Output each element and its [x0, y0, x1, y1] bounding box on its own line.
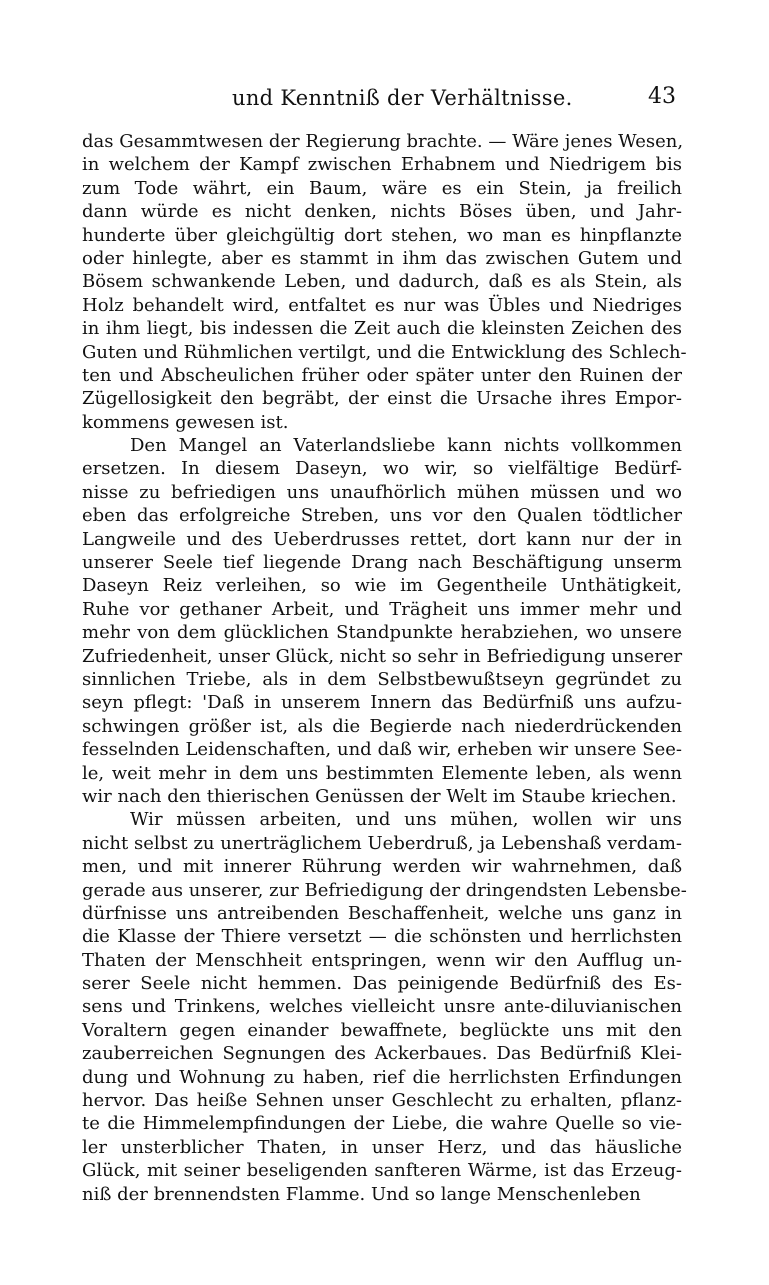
- text-line: Glück, mit seiner beseligenden sanfteren Wärme, ist das Erzeug-: [82, 1160, 682, 1182]
- text-line: unserer Seele tief liegende Drang nach Beschäftigung unserm: [82, 552, 682, 574]
- text-line: die Klasse der Thiere versetzt — die schönsten und herrlichsten: [82, 926, 682, 948]
- text-line: schwingen größer ist, als die Begierde nach niederdrückenden: [82, 715, 682, 737]
- text-line: in welchem der Kampf zwischen Erhabnem und Niedrigem bis: [82, 154, 682, 176]
- text-line: le, weit mehr in dem uns bestimmten Elemente leben, als wenn: [82, 762, 682, 784]
- text-line: dung und Wohnung zu haben, rief die herrlichsten Erfindungen: [82, 1066, 682, 1088]
- text-line: Bösem schwankende Leben, und dadurch, daß es als Stein, als: [82, 271, 682, 293]
- text-line: Langweile und des Ueberdrusses rettet, dort kann nur der in: [82, 528, 682, 550]
- text-line: Holz behandelt wird, entfaltet es nur was Übles und Niedriges: [82, 294, 682, 316]
- text-line: dann würde es nicht denken, nichts Böses üben, und Jahr-: [82, 201, 682, 223]
- body-text: [82, 130, 687, 1206]
- text-line: eben das erfolgreiche Streben, uns vor den Qualen tödtlicher: [82, 505, 682, 527]
- text-line: ler unsterblicher Thaten, in unser Herz, und das häusliche: [82, 1136, 682, 1158]
- text-line: niß der brennendsten Flamme. Und so lange Menschenleben: [82, 1183, 641, 1205]
- text-line: zauberreichen Segnungen des Ackerbaues. Das Bedürfniß Klei-: [82, 1043, 682, 1065]
- text-line: Guten und Rühmlichen vertilgt, und die Entwicklung des Schlech-: [82, 341, 687, 363]
- text-line: nicht selbst zu unerträglichem Ueberdruß, ja Lebenshaß verdam-: [82, 832, 682, 854]
- paragraph-2: [82, 434, 682, 808]
- text-line: Zufriedenheit, unser Glück, nicht so sehr in Befriedigung unserer: [82, 645, 683, 667]
- page-number: 43: [648, 84, 676, 109]
- text-line: wir nach den thierischen Genüssen der Welt im Staube kriechen.: [82, 785, 677, 807]
- text-line: dürfnisse uns antreibenden Beschaffenheit, welche uns ganz in: [82, 902, 682, 924]
- text-line: hervor. Das heiße Sehnen unser Geschlecht zu erhalten, pflanz-: [82, 1090, 682, 1112]
- text-line: ersetzen. In diesem Daseyn, wo wir, so vielfältige Bedürf-: [82, 458, 682, 480]
- text-line: seyn pflegt: 'Daß in unserem Innern das Bedürfniß uns aufzu-: [82, 692, 682, 714]
- text-line: Ruhe vor gethaner Arbeit, und Trägheit uns immer mehr und: [82, 598, 682, 620]
- text-line: serer Seele nicht hemmen. Das peinigende Bedürfniß des Es-: [82, 973, 682, 995]
- text-line: te die Himmelempfindungen der Liebe, die wahre Quelle so vie-: [82, 1113, 682, 1135]
- text-line: zum Tode währt, ein Baum, wäre es ein Stein, ja freilich: [82, 177, 682, 199]
- text-line: oder hinlegte, aber es stammt in ihm das zwischen Gutem und: [82, 247, 682, 269]
- text-line: sens und Trinkens, welches vielleicht unsre ante-diluvianischen: [82, 996, 682, 1018]
- text-line: Zügellosigkeit den begräbt, der einst die Ursache ihres Empor-: [82, 388, 682, 410]
- text-line: Den Mangel an Vaterlandsliebe kann nichts vollkommen: [130, 435, 682, 457]
- text-line: nisse zu befriedigen uns unaufhörlich mühen müssen und wo: [82, 481, 682, 503]
- text-line: mehr von dem glücklichen Standpunkte herabziehen, wo unsere: [82, 622, 682, 644]
- text-line: Daseyn Reiz verleihen, so wie im Gegentheile Unthätigkeit,: [82, 575, 682, 597]
- text-line: hunderte über gleichgültig dort stehen, wo man es hinpflanzte: [82, 224, 682, 246]
- text-line: sinnlichen Triebe, als in dem Selbstbewußtseyn gegründet zu: [82, 668, 682, 690]
- running-title: und Kenntniß der Verhältnisse.: [232, 86, 573, 110]
- text-line: kommens gewesen ist.: [82, 411, 289, 433]
- text-line: ten und Abscheulichen früher oder später unter den Ruinen der: [82, 364, 682, 386]
- paragraph-1: [82, 130, 687, 434]
- text-line: gerade aus unserer, zur Befriedigung der dringendsten Lebensbe-: [82, 879, 687, 901]
- text-line: in ihm liegt, bis indessen die Zeit auch die kleinsten Zeichen des: [82, 318, 682, 340]
- text-line: Wir müssen arbeiten, und uns mühen, wollen wir uns: [130, 809, 682, 831]
- paragraph-3: [82, 808, 687, 1206]
- text-line: fesselnden Leidenschaften, und daß wir, erheben wir unsere See-: [82, 739, 682, 761]
- text-line: Voraltern gegen einander bewaffnete, beglückte uns mit den: [82, 1019, 682, 1041]
- text-line: Thaten der Menschheit entspringen, wenn wir den Aufflug un-: [82, 949, 682, 971]
- text-line: das Gesammtwesen der Regierung brachte. — Wäre jenes Wesen,: [82, 131, 684, 152]
- text-line: men, und mit innerer Rührung werden wir wahrnehmen, daß: [82, 856, 682, 878]
